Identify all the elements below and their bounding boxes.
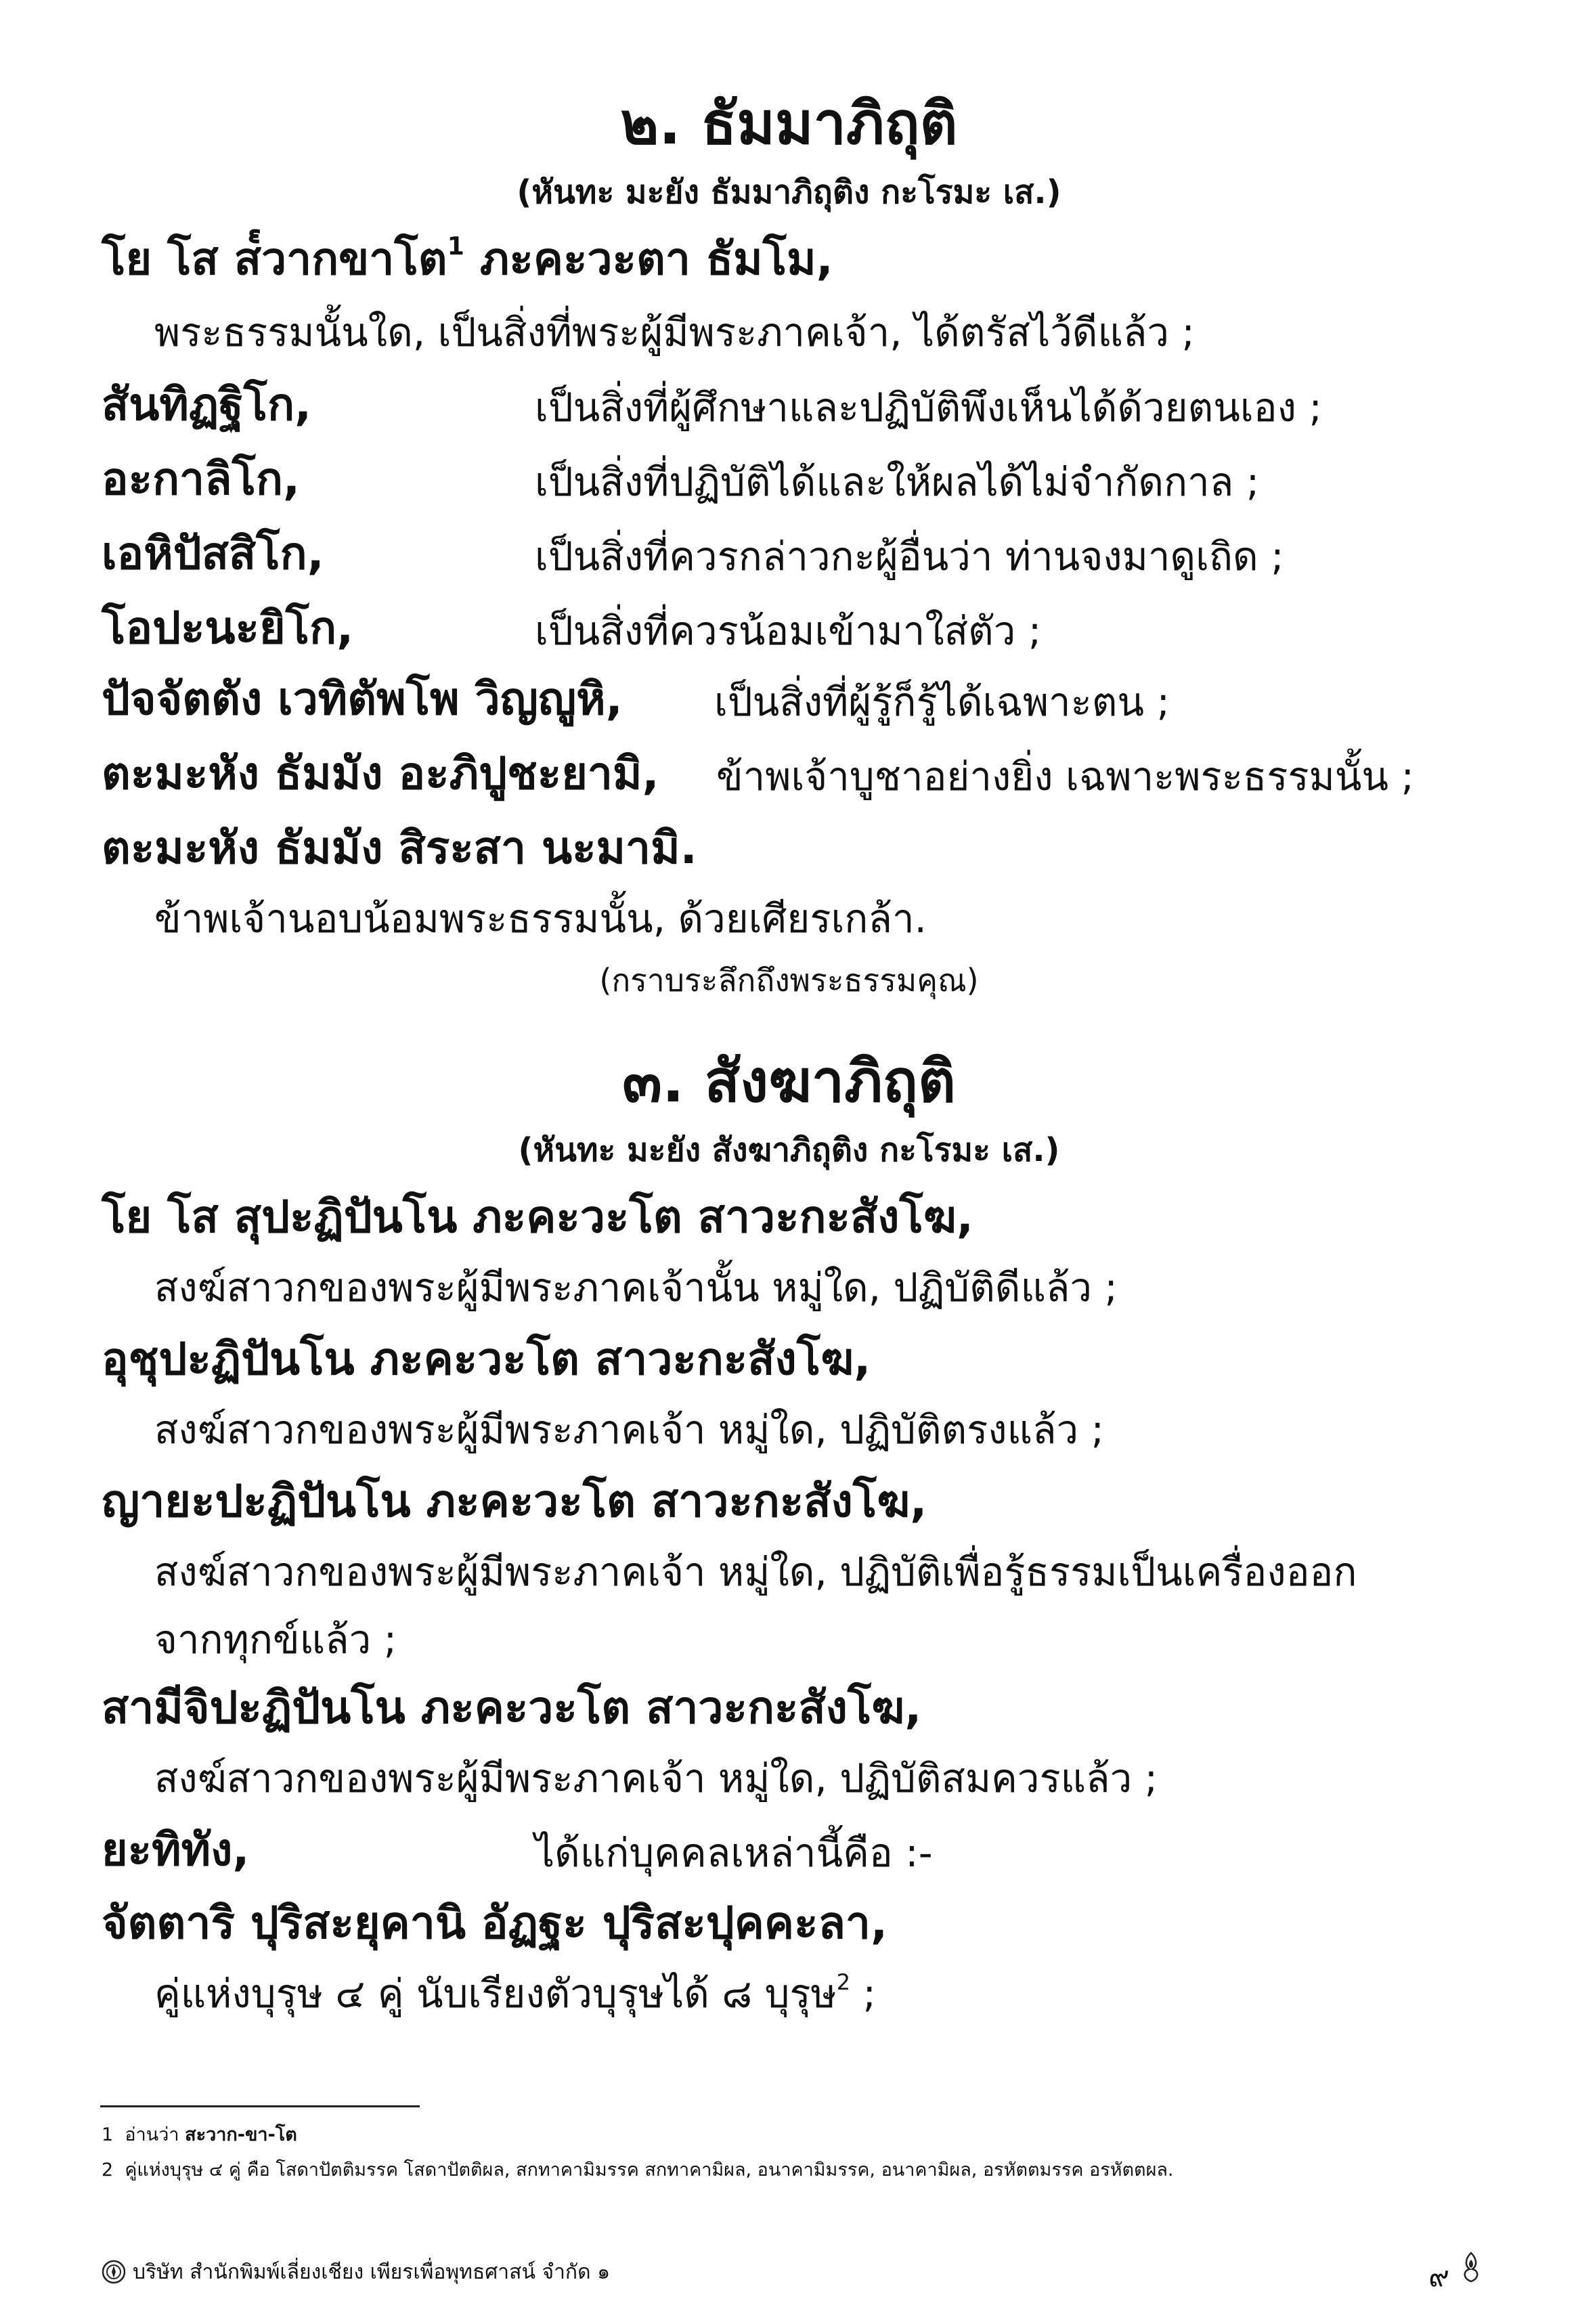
sangha-verse-3-translation-line1: สงฆ์สาวกของพระผู้มีพระภาคเจ้า หมู่ใด, ปฏิบัติเพื่อรู้ธรรมเป็นเครื่องออก [154,1549,1357,1595]
dhamma-row-1-pali: สันทิฏฐิโก, [102,378,312,431]
dhamma-row-1-translation: เป็นสิ่งที่ผู้ศึกษาและปฏิบัติพึงเห็นได้ด้วยตนเอง ; [535,385,1322,431]
publisher-footer: บริษัท สำนักพิมพ์เลี่ยงเชียง เพียรเพื่อพุทธศาสน์ จำกัด ๑ [133,2260,611,2284]
sangha-verse-2-translation: สงฆ์สาวกของพระผู้มีพระภาคเจ้า หมู่ใด, ปฏิบัติตรงแล้ว ; [154,1407,1105,1453]
sangha-verse-6-pali: จัตตาริ ปุริสะยุคานิ อัฏฐะ ปุริสะปุคคะลา, [102,1897,888,1949]
dhamma-row-3-pali: เอหิปัสสิโก, [102,527,324,579]
dhamma-row-5-pali: ปัจจัตตัง เวทิตัพโพ วิญญูหิ, [102,673,623,725]
dhamma-row-2-pali: อะกาลิโก, [102,453,301,505]
sangha-verse-3-pali: ญายะปะฏิปันโน ภะคะวะโต สาวะกะสังโฆ, [102,1475,927,1527]
page-ornament-icon [1459,2252,1483,2283]
footnote-2: 2 คู่แห่งบุรุษ ๔ คู่ คือ โสดาปัตติมรรค โสดาปัตติผล, สกทาคามิมรรค สกทาคามิผล, อนาคามิมรรค, อนาคามิผล, อรหัตตมรรค อรหัตตผล. [102,2159,1174,2180]
footnote-marker-2: 2 [836,1969,851,1995]
dhamma-row-2-translation: เป็นสิ่งที่ปฏิบัติได้และให้ผลได้ไม่จำกัดกาล ; [535,459,1260,505]
dhamma-row-3-translation: เป็นสิ่งที่ควรกล่าวกะผู้อื่นว่า ท่านจงมาดูเถิด ; [535,533,1284,579]
sangha-verse-1-translation: สงฆ์สาวกของพระผู้มีพระภาคเจ้านั้น หมู่ใด, ปฏิบัติดีแล้ว ; [154,1265,1118,1311]
dhamma-last-translation: ข้าพเจ้านอบน้อมพระธรรมนั้น, ด้วยเศียรเกล้า. [154,896,927,942]
dhamma-row-6-pali: ตะมะหัง ธัมมัง อะภิปูชะยามิ, [102,747,659,799]
section-2-subtitle: (หันทะ มะยัง ธัมมาภิถุติง กะโรมะ เส.) [517,173,1061,211]
dhamma-verse-1-translation: พระธรรมนั้นใด, เป็นสิ่งที่พระผู้มีพระภาคเจ้า, ได้ตรัสไว้ดีแล้ว ; [154,309,1195,355]
page-number: ๙ [1428,2260,1449,2293]
sangha-verse-6-translation: คู่แห่งบุรุษ ๔ คู่ นับเรียงตัวบุรุษได้ ๘ บุรุษ$^2$ ; [154,1969,877,2017]
sangha-verse-3-translation-line2: จากทุกข์แล้ว ; [154,1617,397,1663]
section-3-subtitle: (หันทะ มะยัง สังฆาภิถุติง กะโรมะ เส.) [518,1131,1060,1169]
sangha-verse-4-pali: สามีจิปะฏิปันโน ภะคะวะโต สาวะกะสังโฆ, [102,1682,922,1734]
footnote-divider [100,2105,420,2107]
sangha-verse-1-pali: โย โส สุปะฏิปันโน ภะคะวะโต สาวะกะสังโฆ, [102,1191,973,1243]
sangha-verse-5-pali: ยะทิทัง, [102,1824,250,1876]
dhamma-row-5-translation: เป็นสิ่งที่ผู้รู้ก็รู้ได้เฉพาะตน ; [714,679,1170,725]
section-3-title: ๓. สังฆาภิถุติ [622,1048,956,1116]
footnote-marker-1: 1 [447,232,464,261]
dhamma-closing-note: (กราบระลึกถึงพระธรรมคุณ) [599,962,979,999]
dhamma-row-4-pali: โอปะนะยิโก, [102,602,354,654]
footnote-1: 1 อ่านว่า สะวาก-ขา-โต [102,2124,297,2145]
publisher-logo-icon [102,2260,126,2284]
sangha-verse-5-translation: ได้แก่บุคคลเหล่านี้คือ :- [535,1830,933,1876]
dhamma-verse-1-pali: โย โส ส๎วากขาโต$^1$ ภะคะวะตา ธัมโม, [102,232,833,285]
sangha-verse-2-pali: อุชุปะฏิปันโน ภะคะวะโต สาวะกะสังโฆ, [102,1333,871,1385]
section-2-title: ๒. ธัมมาภิถุติ [620,90,958,158]
dhamma-row-4-translation: เป็นสิ่งที่ควรน้อมเข้ามาใส่ตัว ; [535,608,1042,654]
sangha-verse-4-translation: สงฆ์สาวกของพระผู้มีพระภาคเจ้า หมู่ใด, ปฏิบัติสมควรแล้ว ; [154,1755,1158,1801]
dhamma-row-6-translation: ข้าพเจ้าบูชาอย่างยิ่ง เฉพาะพระธรรมนั้น ; [716,753,1415,799]
dhamma-last-pali: ตะมะหัง ธัมมัง สิระสา นะมามิ. [102,822,697,874]
